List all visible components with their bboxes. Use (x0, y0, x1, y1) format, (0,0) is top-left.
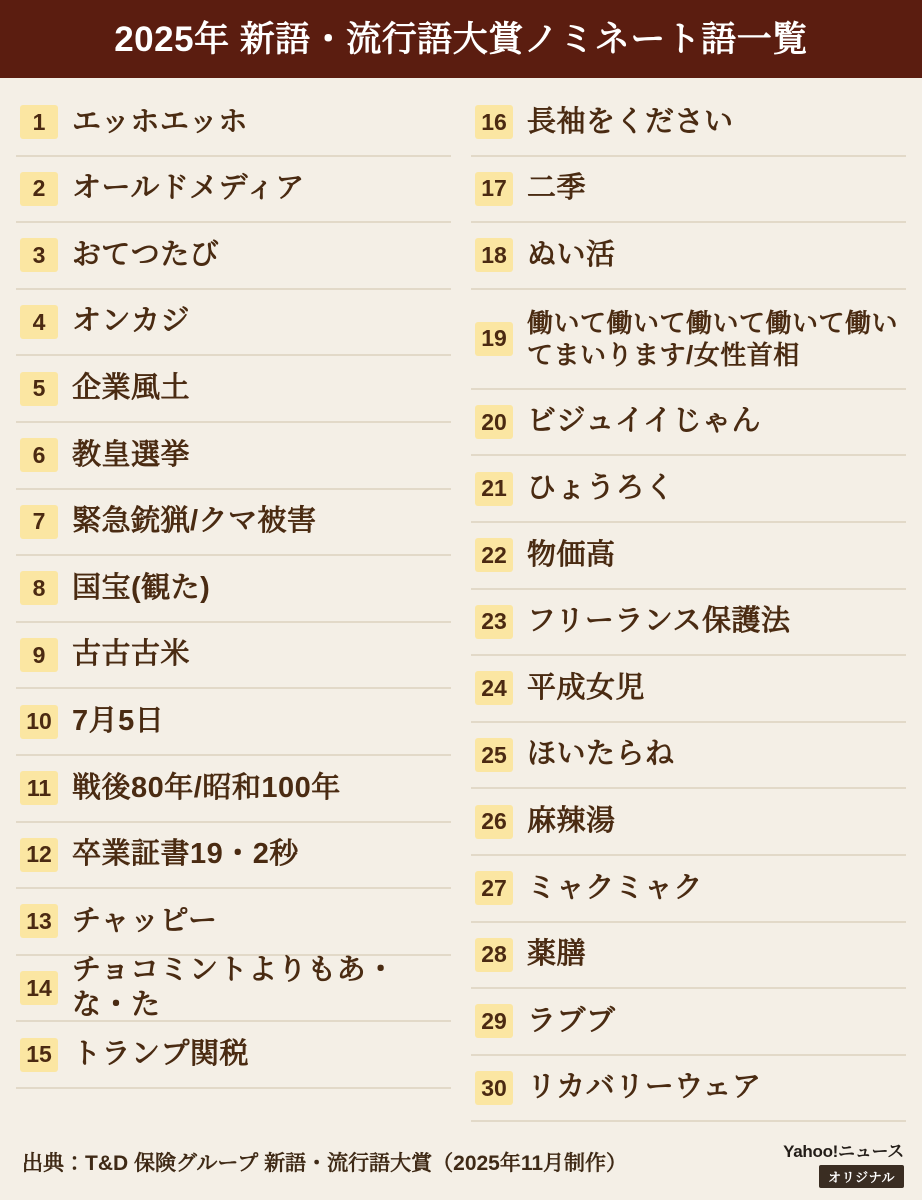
item-word: トランプ関税 (72, 1037, 250, 1070)
brand-name: Yahoo!ニュース (783, 1141, 904, 1161)
item-number: 20 (475, 405, 513, 439)
list-item[interactable] (16, 756, 451, 823)
list-item[interactable] (16, 290, 451, 357)
item-word: ビジュイイじゃん (527, 405, 761, 438)
footer-bar (0, 1130, 922, 1200)
list-item[interactable] (16, 490, 451, 557)
list-item[interactable] (471, 390, 906, 457)
item-number: 1 (20, 105, 58, 139)
item-number: 24 (475, 671, 513, 705)
list-column-left (16, 90, 451, 1130)
list-item[interactable] (16, 90, 451, 157)
item-word: 平成女児 (527, 671, 646, 704)
item-number: 18 (475, 238, 513, 272)
item-word: 国宝(観た) (72, 571, 211, 604)
item-word: チョコミントよりもあ・な・た (72, 953, 396, 1022)
brand-badge: オリジナル (819, 1165, 904, 1188)
list-item[interactable] (471, 656, 906, 723)
page-title: 2025年 新語・流行語大賞ノミネート語一覧 (114, 19, 808, 59)
item-word: 長袖をください (527, 105, 734, 138)
item-word: 7月5日 (72, 704, 165, 737)
item-number: 4 (20, 305, 58, 339)
item-number: 17 (475, 172, 513, 206)
item-number: 5 (20, 372, 58, 406)
item-number: 13 (20, 904, 58, 938)
list-item[interactable] (16, 423, 451, 490)
item-word: 二季 (527, 172, 587, 205)
item-word: 緊急銃猟/クマ被害 (72, 505, 317, 538)
item-word: 古古古米 (72, 638, 191, 671)
list-item[interactable] (471, 590, 906, 657)
list-item[interactable] (471, 456, 906, 523)
list-item[interactable] (471, 223, 906, 290)
item-word: オールドメディア (72, 172, 305, 205)
item-number: 19 (475, 322, 513, 356)
list-item[interactable] (471, 789, 906, 856)
item-number: 15 (20, 1038, 58, 1072)
item-number: 3 (20, 238, 58, 272)
list-item[interactable] (16, 953, 451, 1023)
item-number: 25 (475, 738, 513, 772)
item-number: 27 (475, 871, 513, 905)
item-word: ぬい活 (527, 238, 616, 271)
list-item[interactable] (471, 856, 906, 923)
item-number: 22 (475, 538, 513, 572)
list-item[interactable] (16, 689, 451, 756)
list-item[interactable] (471, 923, 906, 990)
list-item[interactable] (16, 356, 451, 423)
item-word: 物価高 (527, 538, 616, 571)
list-item[interactable] (471, 523, 906, 590)
item-word: ひょうろく (527, 471, 675, 504)
item-number: 28 (475, 938, 513, 972)
list-item[interactable] (16, 889, 451, 956)
item-number: 26 (475, 805, 513, 839)
item-word: 麻辣湯 (527, 804, 616, 837)
item-word: チャッピー (72, 904, 218, 937)
item-word: オンカジ (72, 305, 191, 338)
list-item[interactable] (16, 556, 451, 623)
item-number: 30 (475, 1071, 513, 1105)
item-number: 16 (475, 105, 513, 139)
brand-logo (783, 1137, 904, 1188)
item-word: 薬膳 (527, 938, 587, 971)
list-item[interactable] (471, 989, 906, 1056)
item-number: 10 (20, 705, 58, 739)
item-number: 12 (20, 838, 58, 872)
item-number: 29 (475, 1004, 513, 1038)
list-item[interactable] (471, 290, 906, 390)
list-column-right (471, 90, 906, 1130)
item-number: 6 (20, 438, 58, 472)
item-word: 教皇選挙 (72, 438, 191, 471)
item-word: 卒業証書19・2秒 (72, 838, 299, 871)
item-word: おてつたび (72, 238, 220, 271)
nominee-list (0, 78, 922, 1130)
item-word: リカバリーウェア (527, 1071, 762, 1104)
item-number: 8 (20, 571, 58, 605)
list-item[interactable] (471, 1056, 906, 1123)
item-word: ミャクミャク (527, 871, 703, 904)
item-word: エッホエッホ (72, 105, 248, 138)
item-word: フリーランス保護法 (527, 605, 791, 638)
list-item[interactable] (16, 1022, 451, 1089)
item-word: 企業風土 (72, 371, 191, 404)
item-number: 2 (20, 172, 58, 206)
list-item[interactable] (471, 723, 906, 790)
item-word: ほいたらね (527, 738, 675, 771)
list-item[interactable] (16, 157, 451, 224)
item-number: 7 (20, 505, 58, 539)
item-word: ラブブ (527, 1004, 616, 1037)
list-item[interactable] (471, 157, 906, 224)
item-number: 11 (20, 771, 58, 805)
item-number: 23 (475, 605, 513, 639)
source-credit: 出典：T&D 保険グループ 新語・流行語大賞（2025年11月制作） (22, 1152, 628, 1175)
list-item[interactable] (16, 823, 451, 890)
item-number: 21 (475, 472, 513, 506)
header-bar (0, 0, 922, 78)
item-number: 9 (20, 638, 58, 672)
list-item[interactable] (16, 223, 451, 290)
item-word: 働いて働いて働いて働いて働いてまいります/女性首相 (527, 307, 899, 370)
item-word: 戦後80年/昭和100年 (72, 771, 341, 804)
item-number: 14 (20, 971, 58, 1005)
list-item[interactable] (16, 623, 451, 690)
list-item[interactable] (471, 90, 906, 157)
